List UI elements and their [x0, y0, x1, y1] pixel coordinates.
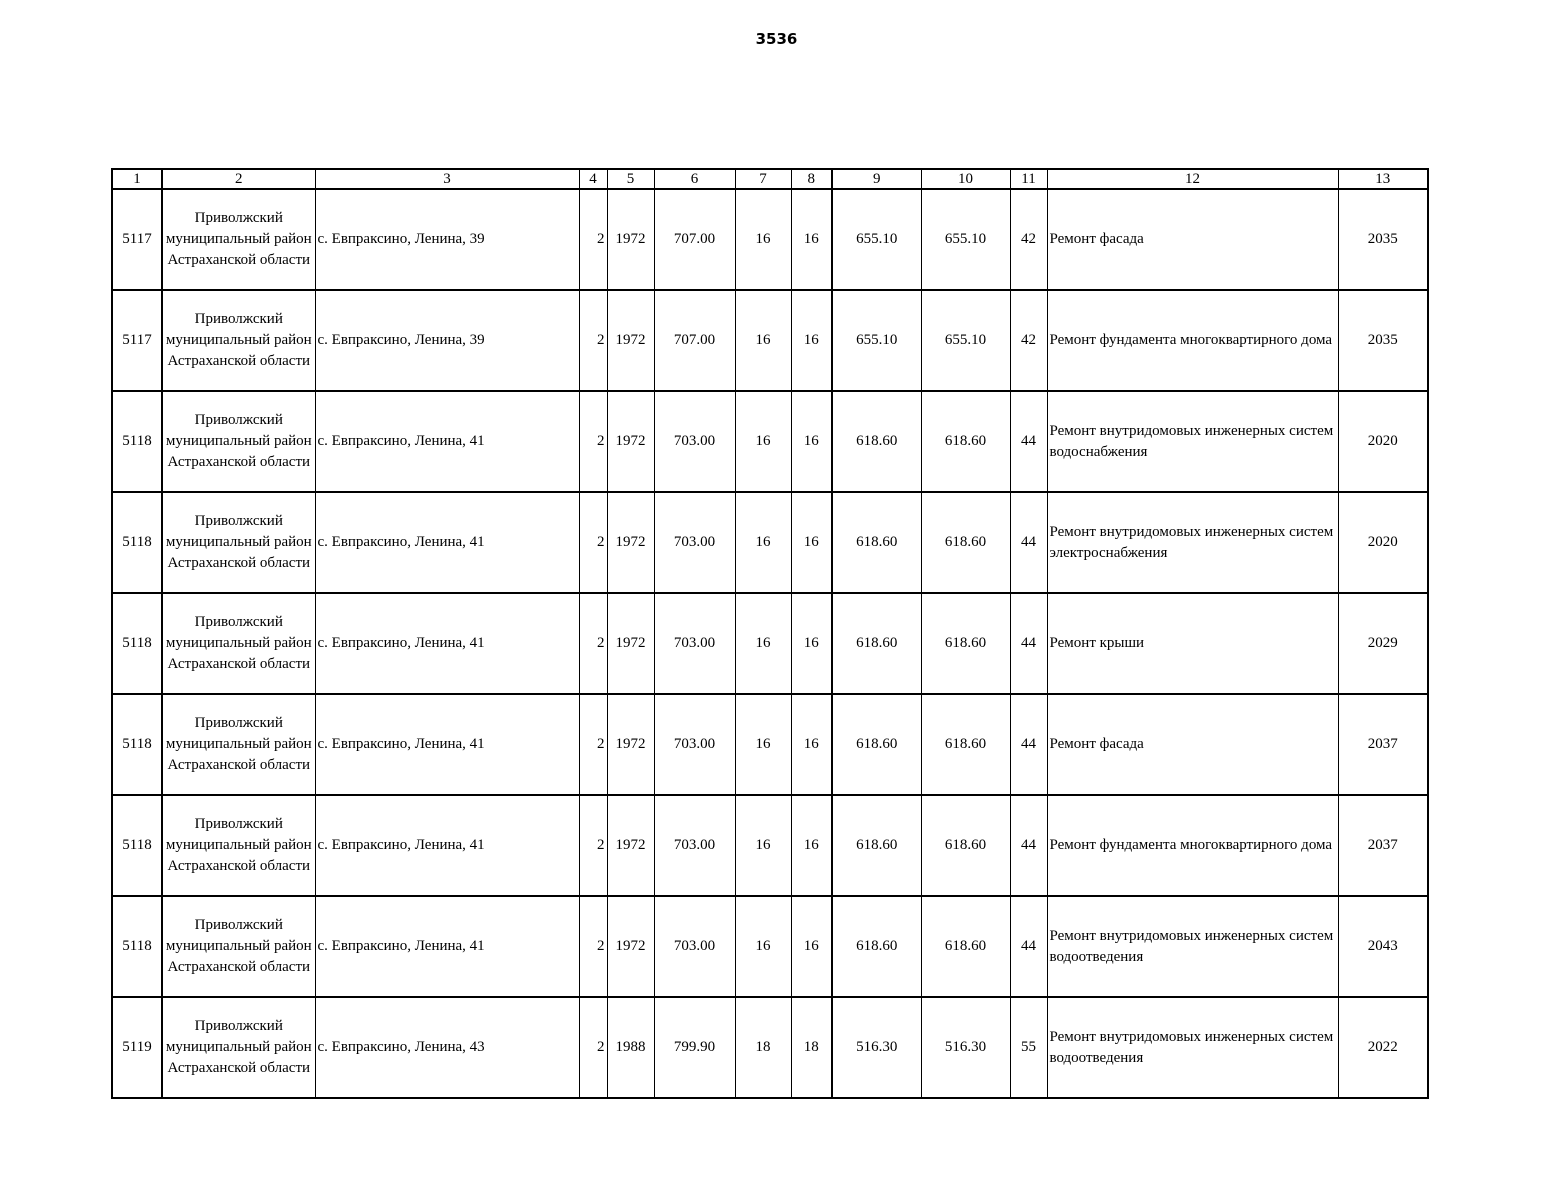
cell-year-built: 1972 — [607, 391, 654, 492]
cell-planned-year: 2020 — [1338, 391, 1428, 492]
cell-living-area: 618.60 — [832, 492, 921, 593]
cell-living-area: 655.10 — [832, 189, 921, 290]
cell-residents-count: 16 — [791, 896, 832, 997]
cell-floors: 2 — [579, 795, 607, 896]
cell-municipality: Приволжский муниципальный район Астраханской области — [162, 189, 315, 290]
cell-living-area: 618.60 — [832, 795, 921, 896]
cell-floors: 2 — [579, 896, 607, 997]
cell-work-type: Ремонт внутридомовых инженерных систем водоотведения — [1047, 896, 1338, 997]
table-row — [112, 290, 1428, 391]
cell-year-built: 1972 — [607, 593, 654, 694]
registry-table — [111, 168, 1429, 1099]
cell-planned-year: 2037 — [1338, 795, 1428, 896]
cell-work-type: Ремонт фундамента многоквартирного дома — [1047, 795, 1338, 896]
column-header-8: 8 — [791, 169, 832, 189]
cell-living-area: 618.60 — [832, 391, 921, 492]
table-body — [112, 189, 1428, 1098]
page-number: 3536 — [755, 30, 798, 48]
cell-floors: 2 — [579, 290, 607, 391]
cell-residential-area: 618.60 — [921, 391, 1010, 492]
cell-residential-area: 655.10 — [921, 290, 1010, 391]
cell-municipality: Приволжский муниципальный район Астраханской области — [162, 694, 315, 795]
table-row — [112, 593, 1428, 694]
table-row — [112, 492, 1428, 593]
cell-residential-area: 618.60 — [921, 694, 1010, 795]
cell-residents: 44 — [1010, 391, 1047, 492]
cell-floors: 2 — [579, 492, 607, 593]
cell-record-id: 5118 — [112, 795, 162, 896]
column-header-7: 7 — [735, 169, 791, 189]
cell-address: с. Евпраксино, Ленина, 43 — [315, 997, 579, 1098]
cell-total-area: 707.00 — [654, 290, 735, 391]
column-header-4: 4 — [579, 169, 607, 189]
cell-residents-count: 16 — [791, 492, 832, 593]
cell-total-area: 703.00 — [654, 391, 735, 492]
cell-residents: 44 — [1010, 896, 1047, 997]
table-row — [112, 694, 1428, 795]
cell-year-built: 1972 — [607, 795, 654, 896]
cell-record-id: 5118 — [112, 492, 162, 593]
cell-apartments: 16 — [735, 795, 791, 896]
table-row — [112, 391, 1428, 492]
cell-floors: 2 — [579, 694, 607, 795]
cell-total-area: 703.00 — [654, 896, 735, 997]
column-header-5: 5 — [607, 169, 654, 189]
cell-residential-area: 618.60 — [921, 795, 1010, 896]
cell-total-area: 703.00 — [654, 492, 735, 593]
cell-residents-count: 16 — [791, 593, 832, 694]
cell-floors: 2 — [579, 997, 607, 1098]
column-header-1: 1 — [112, 169, 162, 189]
column-header-10: 10 — [921, 169, 1010, 189]
cell-residents-count: 16 — [791, 189, 832, 290]
cell-work-type: Ремонт фасада — [1047, 694, 1338, 795]
table-row — [112, 189, 1428, 290]
cell-record-id: 5118 — [112, 896, 162, 997]
cell-living-area: 618.60 — [832, 694, 921, 795]
column-header-3: 3 — [315, 169, 579, 189]
cell-record-id: 5117 — [112, 189, 162, 290]
table-row — [112, 795, 1428, 896]
cell-residents-count: 16 — [791, 694, 832, 795]
cell-residential-area: 618.60 — [921, 896, 1010, 997]
cell-total-area: 707.00 — [654, 189, 735, 290]
cell-municipality: Приволжский муниципальный район Астраханской области — [162, 492, 315, 593]
cell-year-built: 1972 — [607, 290, 654, 391]
cell-residents-count: 18 — [791, 997, 832, 1098]
cell-residents: 44 — [1010, 694, 1047, 795]
cell-year-built: 1988 — [607, 997, 654, 1098]
cell-planned-year: 2029 — [1338, 593, 1428, 694]
cell-residents: 42 — [1010, 189, 1047, 290]
cell-planned-year: 2020 — [1338, 492, 1428, 593]
cell-residential-area: 516.30 — [921, 997, 1010, 1098]
column-header-11: 11 — [1010, 169, 1047, 189]
cell-residential-area: 655.10 — [921, 189, 1010, 290]
cell-residents: 42 — [1010, 290, 1047, 391]
cell-work-type: Ремонт внутридомовых инженерных систем водоснабжения — [1047, 391, 1338, 492]
cell-residents-count: 16 — [791, 290, 832, 391]
cell-municipality: Приволжский муниципальный район Астраханской области — [162, 593, 315, 694]
cell-address: с. Евпраксино, Ленина, 41 — [315, 391, 579, 492]
table-row — [112, 997, 1428, 1098]
cell-total-area: 703.00 — [654, 593, 735, 694]
cell-record-id: 5118 — [112, 593, 162, 694]
cell-municipality: Приволжский муниципальный район Астраханской области — [162, 290, 315, 391]
cell-municipality: Приволжский муниципальный район Астраханской области — [162, 997, 315, 1098]
cell-address: с. Евпраксино, Ленина, 41 — [315, 593, 579, 694]
column-header-13: 13 — [1338, 169, 1428, 189]
column-header-6: 6 — [654, 169, 735, 189]
cell-municipality: Приволжский муниципальный район Астраханской области — [162, 896, 315, 997]
column-header-2: 2 — [162, 169, 315, 189]
cell-total-area: 799.90 — [654, 997, 735, 1098]
cell-apartments: 16 — [735, 189, 791, 290]
cell-total-area: 703.00 — [654, 795, 735, 896]
table-row — [112, 896, 1428, 997]
column-header-9: 9 — [832, 169, 921, 189]
cell-year-built: 1972 — [607, 492, 654, 593]
cell-residents: 44 — [1010, 593, 1047, 694]
cell-record-id: 5118 — [112, 694, 162, 795]
cell-municipality: Приволжский муниципальный район Астраханской области — [162, 391, 315, 492]
cell-planned-year: 2022 — [1338, 997, 1428, 1098]
cell-apartments: 18 — [735, 997, 791, 1098]
cell-floors: 2 — [579, 391, 607, 492]
cell-year-built: 1972 — [607, 896, 654, 997]
cell-apartments: 16 — [735, 290, 791, 391]
cell-record-id: 5117 — [112, 290, 162, 391]
cell-address: с. Евпраксино, Ленина, 41 — [315, 896, 579, 997]
cell-work-type: Ремонт внутридомовых инженерных систем электроснабжения — [1047, 492, 1338, 593]
cell-year-built: 1972 — [607, 189, 654, 290]
cell-work-type: Ремонт фундамента многоквартирного дома — [1047, 290, 1338, 391]
cell-address: с. Евпраксино, Ленина, 41 — [315, 795, 579, 896]
cell-planned-year: 2037 — [1338, 694, 1428, 795]
cell-work-type: Ремонт фасада — [1047, 189, 1338, 290]
cell-address: с. Евпраксино, Ленина, 39 — [315, 189, 579, 290]
cell-living-area: 516.30 — [832, 997, 921, 1098]
cell-municipality: Приволжский муниципальный район Астраханской области — [162, 795, 315, 896]
cell-planned-year: 2035 — [1338, 290, 1428, 391]
cell-address: с. Евпраксино, Ленина, 41 — [315, 694, 579, 795]
cell-apartments: 16 — [735, 593, 791, 694]
cell-floors: 2 — [579, 593, 607, 694]
cell-total-area: 703.00 — [654, 694, 735, 795]
cell-residents: 44 — [1010, 492, 1047, 593]
cell-record-id: 5118 — [112, 391, 162, 492]
column-header-12: 12 — [1047, 169, 1338, 189]
cell-living-area: 618.60 — [832, 593, 921, 694]
cell-work-type: Ремонт крыши — [1047, 593, 1338, 694]
cell-address: с. Евпраксино, Ленина, 39 — [315, 290, 579, 391]
cell-work-type: Ремонт внутридомовых инженерных систем водоотведения — [1047, 997, 1338, 1098]
cell-apartments: 16 — [735, 896, 791, 997]
cell-planned-year: 2043 — [1338, 896, 1428, 997]
cell-address: с. Евпраксино, Ленина, 41 — [315, 492, 579, 593]
cell-residential-area: 618.60 — [921, 593, 1010, 694]
cell-year-built: 1972 — [607, 694, 654, 795]
cell-apartments: 16 — [735, 694, 791, 795]
cell-planned-year: 2035 — [1338, 189, 1428, 290]
cell-floors: 2 — [579, 189, 607, 290]
cell-residents-count: 16 — [791, 795, 832, 896]
cell-living-area: 618.60 — [832, 896, 921, 997]
cell-residents: 55 — [1010, 997, 1047, 1098]
cell-residents: 44 — [1010, 795, 1047, 896]
header-row — [112, 169, 1428, 189]
cell-residential-area: 618.60 — [921, 492, 1010, 593]
cell-apartments: 16 — [735, 492, 791, 593]
cell-record-id: 5119 — [112, 997, 162, 1098]
cell-residents-count: 16 — [791, 391, 832, 492]
cell-living-area: 655.10 — [832, 290, 921, 391]
cell-apartments: 16 — [735, 391, 791, 492]
